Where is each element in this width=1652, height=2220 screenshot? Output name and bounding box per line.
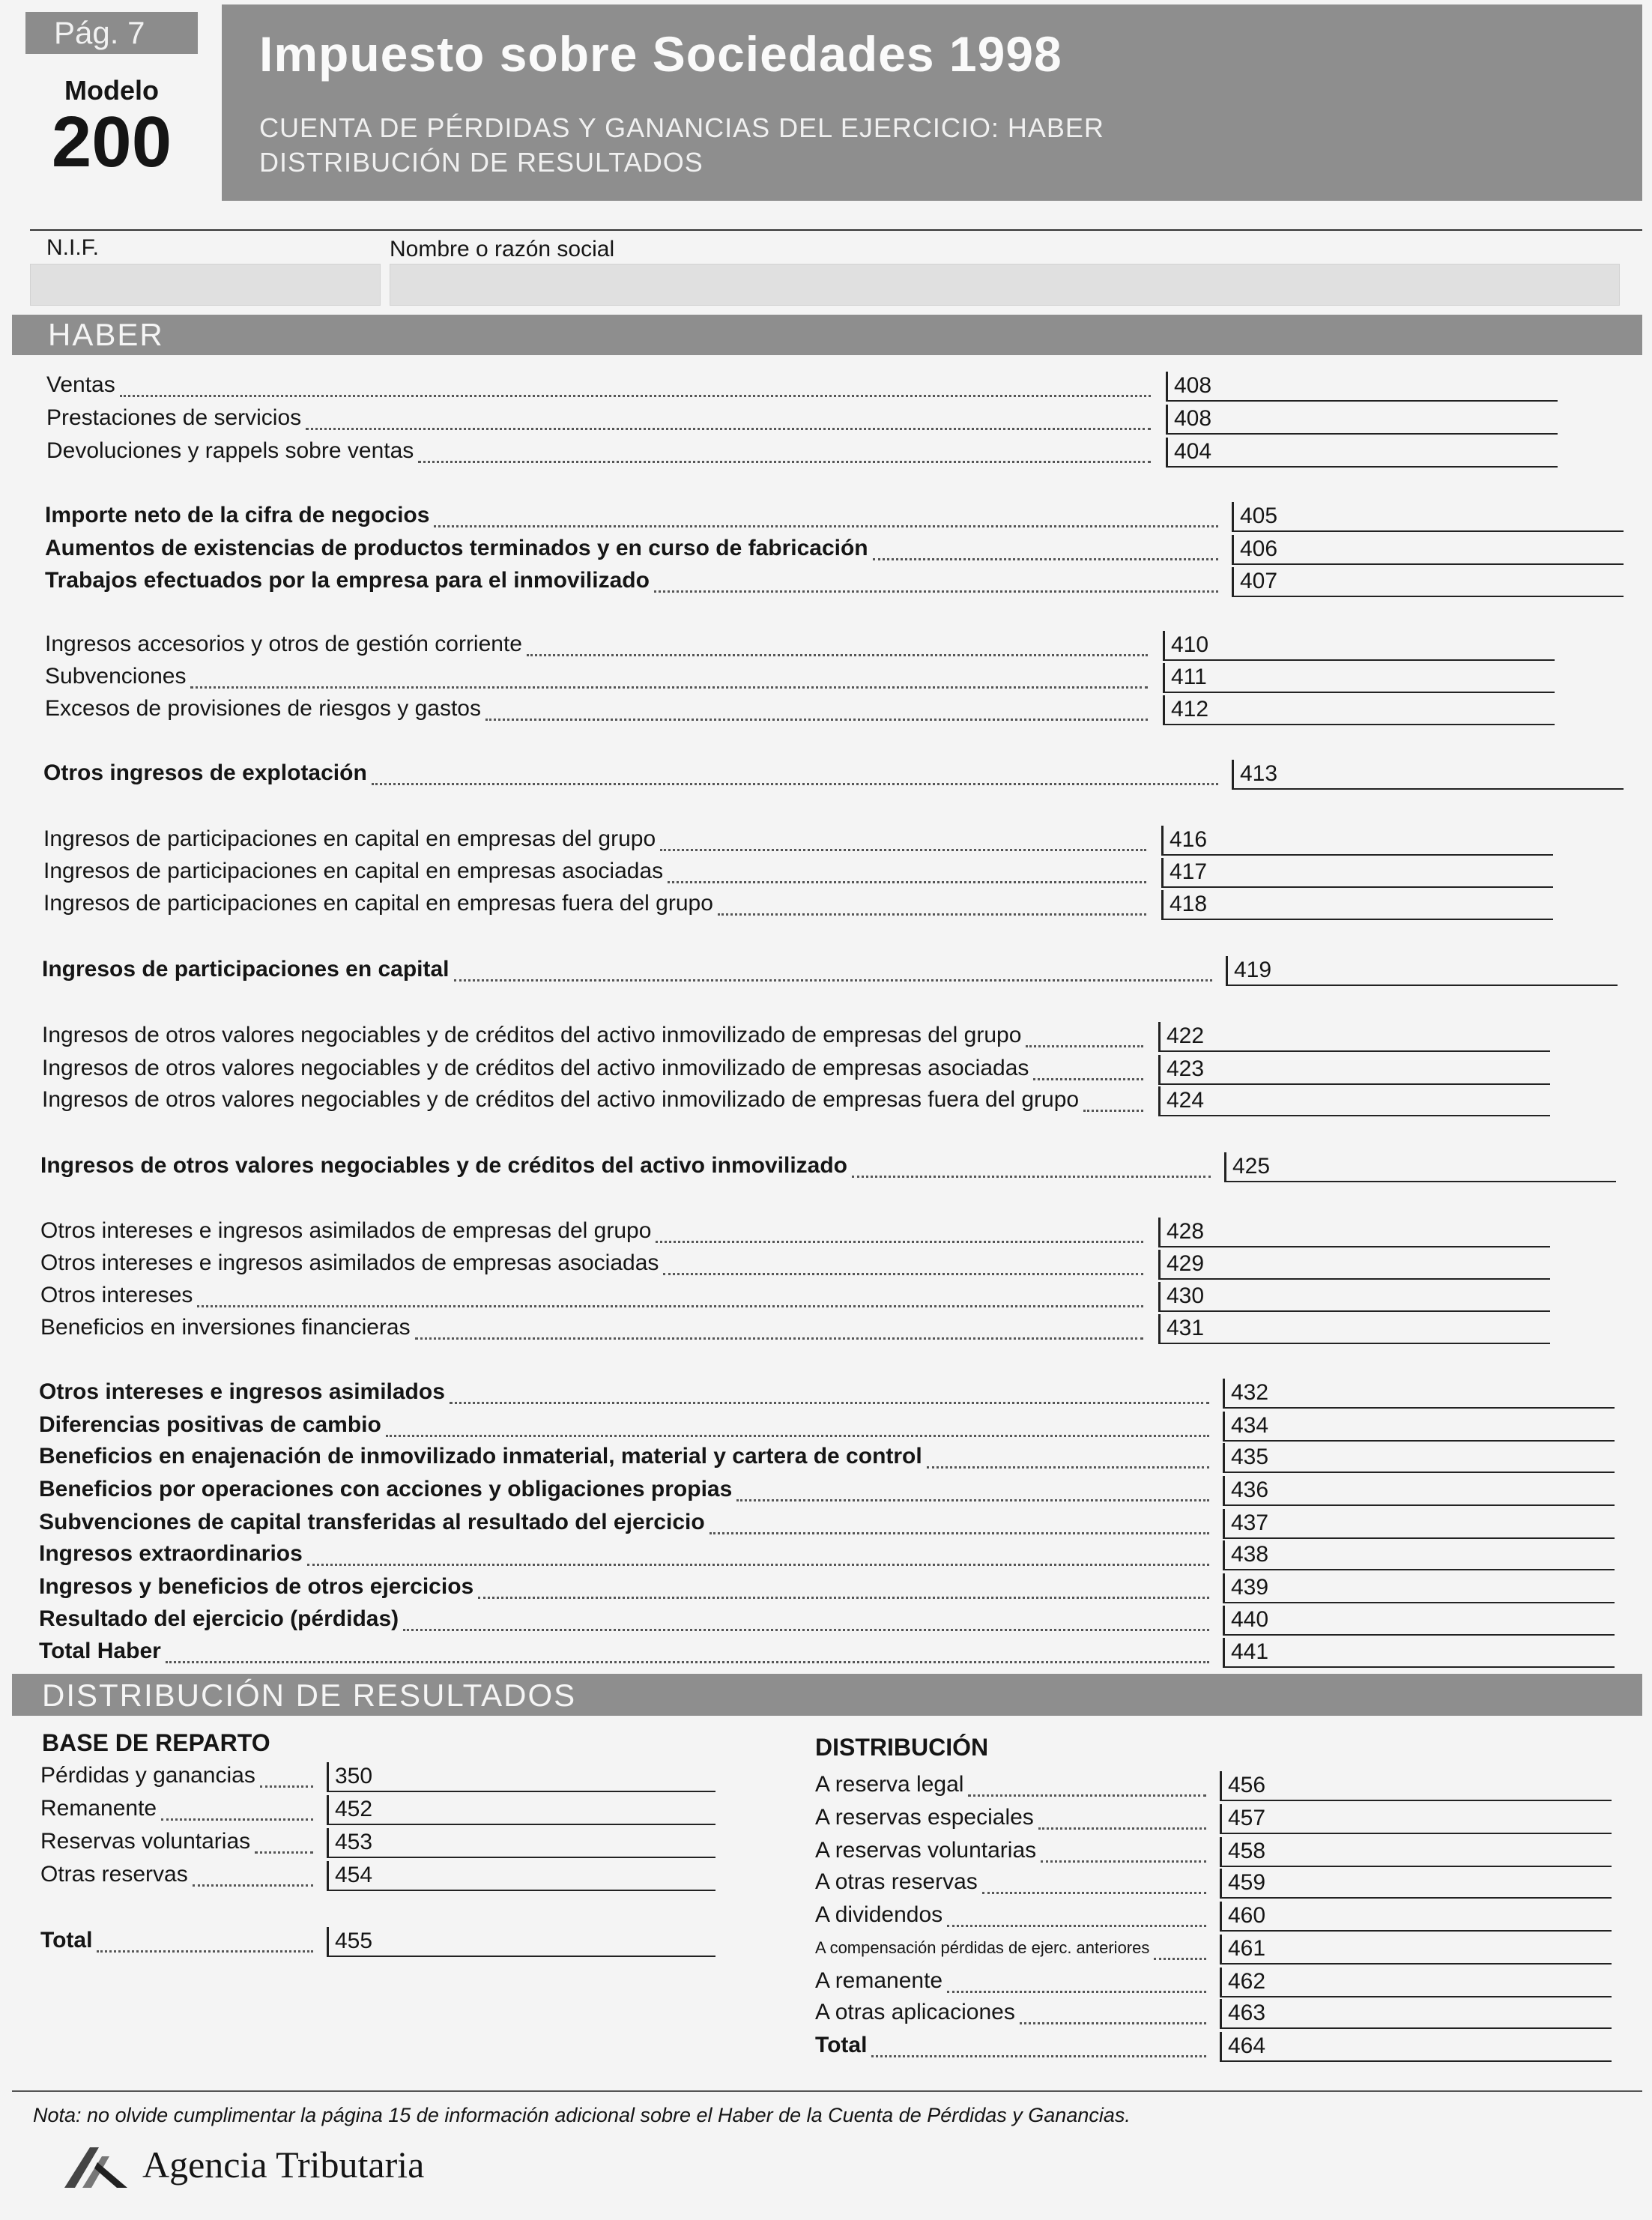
base-row-label: Total [40,1928,93,1953]
haber-row-code: 431 [1167,1316,1205,1340]
haber-row-code: 435 [1231,1445,1269,1469]
haber-row-label: Ingresos de otros valores negociables y de créditos del activo inmovilizado de empresas asociadas [42,1056,1029,1080]
haber-row-code: 404 [1174,439,1212,464]
haber-row-label: Total Haber [39,1639,161,1663]
base-row-amount-field[interactable] [327,1927,715,1957]
haber-row-leader-dots [660,847,1146,851]
dist-row-leader-dots [1041,1858,1206,1863]
haber-row-code: 440 [1231,1607,1269,1632]
haber-row-code: 419 [1234,958,1272,982]
base-row-amount-field[interactable] [327,1795,715,1825]
haber-row-leader-dots [873,556,1218,560]
haber-row-label: Otros intereses e ingresos asimilados de empresas del grupo [40,1218,652,1243]
haber-row-leader-dots [120,393,1151,397]
dist-row-amount-field[interactable] [1220,1935,1612,1965]
base-row-leader-dots [161,1816,313,1821]
haber-row-label: Ingresos de participaciones en capital [42,957,450,982]
haber-row-label: Ingresos de participaciones en capital en empresas del grupo [43,826,656,851]
haber-row-amount-field[interactable] [1158,1055,1550,1085]
form-title: Impuesto sobre Sociedades 1998 [259,26,1062,82]
haber-row-code: 429 [1167,1251,1205,1276]
haber-row-label: Subvenciones [45,664,187,689]
dist-row-amount-field[interactable] [1220,1902,1612,1932]
dist-row-code: 456 [1228,1773,1266,1797]
haber-row-label: Otros intereses e ingresos asimilados de empresas asociadas [40,1250,659,1275]
haber-row-code: 425 [1232,1154,1271,1179]
base-row-label: Reservas voluntarias [40,1829,251,1854]
agency-emblem-icon [60,2140,132,2192]
haber-row-leader-dots [454,977,1212,982]
base-row-leader-dots [260,1783,313,1788]
haber-row-amount-field[interactable] [1223,1476,1615,1506]
haber-row-amount-field[interactable] [1223,1573,1615,1603]
haber-row-leader-dots [736,1497,1209,1501]
dist-row-leader-dots [1020,2020,1206,2024]
haber-row-leader-dots [1083,1107,1143,1112]
footer-divider [12,2090,1642,2092]
haber-row-amount-field[interactable] [1158,1218,1550,1247]
base-row-leader-dots [97,1948,313,1953]
dist-row-code: 460 [1228,1903,1266,1928]
haber-row-amount-field[interactable] [1223,1379,1615,1409]
haber-row-code: 413 [1240,761,1278,786]
haber-row-label: Beneficios por operaciones con acciones y obligaciones propias [39,1477,733,1501]
dist-row-label: A reservas voluntarias [815,1838,1037,1863]
haber-row-leader-dots [709,1530,1209,1534]
base-row-code: 452 [335,1797,373,1821]
page-number: Pág. 7 [25,12,198,54]
haber-row-leader-dots [434,523,1218,527]
haber-row-code: 412 [1171,697,1209,722]
identification-divider [30,229,1642,231]
dist-row-label: A reservas especiales [815,1805,1034,1830]
haber-row-label: Otros intereses [40,1283,193,1307]
base-row-label: Otras reservas [40,1862,188,1887]
haber-row-leader-dots [372,781,1218,785]
haber-row-leader-dots [403,1627,1209,1631]
base-row-amount-field[interactable] [327,1861,715,1891]
form-subtitle-2: DISTRIBUCIÓN DE RESULTADOS [259,147,704,178]
haber-row-amount-field[interactable] [1224,1152,1616,1182]
haber-row-label: Aumentos de existencias de productos terminados y en curso de fabricación [45,536,868,560]
haber-row-label: Beneficios en inversiones financieras [40,1315,411,1340]
haber-row-label: Resultado del ejercicio (pérdidas) [39,1606,399,1631]
haber-row-code: 434 [1231,1413,1269,1438]
haber-row-leader-dots [307,1561,1209,1566]
haber-row-code: 441 [1231,1639,1269,1664]
dist-row-label: A otras reservas [815,1869,978,1894]
haber-row-amount-field[interactable] [1158,1314,1550,1344]
haber-row-code: 407 [1240,569,1278,593]
dist-row-leader-dots [1154,1956,1206,1960]
haber-row-amount-field[interactable] [1158,1086,1550,1116]
base-row-code: 454 [335,1863,373,1887]
haber-row-amount-field[interactable] [1223,1638,1615,1668]
haber-section-band [12,315,1642,355]
dist-row-leader-dots [947,1923,1206,1927]
haber-row-amount-field[interactable] [1232,502,1624,532]
haber-row-code: 411 [1171,665,1207,689]
modelo-label: Modelo [64,75,159,106]
haber-row-code: 405 [1240,503,1278,528]
nif-field[interactable] [30,264,381,306]
haber-row-amount-field[interactable] [1232,535,1624,565]
haber-row-label: Ingresos y beneficios de otros ejercicios [39,1574,474,1599]
haber-row-leader-dots [166,1659,1209,1663]
haber-row-amount-field[interactable] [1163,663,1555,693]
dist-row-amount-field[interactable] [1220,1804,1612,1834]
dist-row-label: A remanente [815,1968,943,1993]
haber-row-label: Ventas [46,372,115,397]
dist-row-leader-dots [1038,1825,1206,1830]
dist-row-leader-dots [871,2053,1206,2057]
haber-row-leader-dots [527,652,1148,656]
haber-row-label: Subvenciones de capital transferidas al resultado del ejercicio [39,1510,705,1534]
haber-row-label: Importe neto de la cifra de negocios [45,503,430,527]
base-row-leader-dots [193,1882,313,1887]
dist-row-code: 458 [1228,1839,1266,1863]
haber-row-leader-dots [485,716,1148,721]
nif-label: N.I.F. [46,235,100,260]
haber-row-leader-dots [852,1173,1211,1178]
base-row-amount-field[interactable] [327,1762,715,1792]
dist-row-code: 464 [1228,2033,1266,2058]
haber-row-amount-field[interactable] [1223,1412,1615,1442]
haber-row-amount-field[interactable] [1158,1282,1550,1312]
base-row-amount-field[interactable] [327,1828,715,1858]
name-field[interactable] [390,264,1620,306]
haber-row-code: 430 [1167,1283,1205,1308]
haber-row-leader-dots [1033,1076,1143,1080]
haber-row-label: Ingresos de otros valores negociables y de créditos del activo inmovilizado de empresas fuera del grupo [42,1087,1080,1112]
modelo-number: 200 [51,102,172,182]
haber-row-leader-dots [306,426,1151,430]
haber-row-amount-field[interactable] [1161,826,1553,856]
haber-row-amount-field[interactable] [1163,695,1555,725]
dist-row-amount-field[interactable] [1220,1869,1612,1899]
haber-row-code: 432 [1231,1380,1269,1405]
dist-row-leader-dots [968,1792,1206,1797]
agency-name: Agencia Tributaria [142,2144,425,2186]
agency-logo [60,2140,425,2196]
base-row-leader-dots [255,1849,313,1854]
haber-row-amount-field[interactable] [1163,631,1555,661]
haber-row-leader-dots [418,459,1151,463]
haber-row-label: Beneficios en enajenación de inmovilizado inmaterial, material y cartera de control [39,1444,922,1469]
haber-row-amount-field[interactable] [1166,438,1558,468]
haber-row-amount-field[interactable] [1166,405,1558,435]
haber-row-code: 408 [1174,406,1212,431]
haber-row-label: Ingresos de participaciones en capital en empresas fuera del grupo [43,891,713,916]
haber-row-leader-dots [1026,1043,1143,1047]
dist-row-amount-field[interactable] [1220,1968,1612,1997]
base-row-code: 350 [335,1764,373,1788]
base-reparto-title: BASE DE REPARTO [42,1729,270,1756]
dist-row-label: Total [815,2033,868,2057]
dist-row-amount-field[interactable] [1220,1837,1612,1867]
haber-row-code: 438 [1231,1542,1269,1567]
dist-row-amount-field[interactable] [1220,1999,1612,2029]
haber-row-amount-field[interactable] [1161,890,1553,920]
haber-row-code: 416 [1170,827,1208,852]
dist-row-label: A reserva legal [815,1772,964,1797]
base-row-code: 453 [335,1830,373,1854]
haber-row-amount-field[interactable] [1226,956,1618,986]
base-row-code: 455 [335,1929,373,1953]
dist-row-amount-field[interactable] [1220,2032,1612,2062]
haber-row-leader-dots [450,1400,1209,1404]
haber-row-leader-dots [663,1271,1143,1275]
haber-row-label: Otros ingresos de explotación [43,760,367,785]
haber-row-label: Otros intereses e ingresos asimilados [39,1379,445,1404]
haber-row-leader-dots [656,1238,1143,1243]
haber-row-leader-dots [718,911,1146,916]
haber-row-leader-dots [415,1335,1143,1340]
haber-row-label: Trabajos efectuados por la empresa para el inmovilizado [45,568,650,593]
dist-row-leader-dots [947,1988,1206,1993]
haber-row-amount-field[interactable] [1158,1022,1550,1052]
base-row-label: Pérdidas y ganancias [40,1763,255,1788]
dist-row-code: 457 [1228,1806,1266,1830]
haber-row-amount-field[interactable] [1223,1509,1615,1539]
haber-row-leader-dots [927,1464,1209,1469]
dist-row-code: 462 [1228,1969,1266,1994]
distribucion-title: DISTRIBUCIÓN [815,1734,989,1761]
haber-row-leader-dots [197,1303,1143,1307]
haber-row-amount-field[interactable] [1161,858,1553,888]
haber-row-code: 422 [1167,1023,1205,1048]
haber-row-code: 408 [1174,373,1212,398]
haber-row-label: Ingresos de otros valores negociables y de créditos del activo inmovilizado de empresas del grupo [42,1023,1022,1047]
haber-row-amount-field[interactable] [1166,372,1558,402]
haber-row-leader-dots [190,684,1148,689]
haber-row-label: Devoluciones y rappels sobre ventas [46,438,414,463]
haber-row-code: 428 [1167,1219,1205,1244]
haber-row-leader-dots [668,879,1146,883]
haber-row-label: Ingresos de otros valores negociables y de créditos del activo inmovilizado [40,1153,847,1178]
haber-row-code: 423 [1167,1056,1205,1081]
base-row-label: Remanente [40,1796,157,1821]
dist-row-label: A compensación pérdidas de ejerc. anteriores [815,1938,1150,1957]
dist-row-label: A dividendos [815,1902,943,1927]
haber-row-code: 417 [1170,859,1208,884]
dist-row-amount-field[interactable] [1220,1771,1612,1801]
footer-note: Nota: no olvide cumplimentar la página 15 de información adicional sobre el Haber de la Cuenta de Pérdidas y Ganancias. [33,2104,1131,2126]
haber-row-amount-field[interactable] [1232,760,1624,790]
haber-row-code: 406 [1240,536,1278,561]
haber-row-code: 424 [1167,1088,1205,1113]
haber-row-label: Diferencias positivas de cambio [39,1412,381,1437]
haber-section-title: HABER [48,317,164,352]
haber-row-code: 410 [1171,632,1209,657]
haber-row-amount-field[interactable] [1223,1606,1615,1636]
haber-row-amount-field[interactable] [1232,567,1624,597]
distribucion-section-title: DISTRIBUCIÓN DE RESULTADOS [42,1678,577,1713]
haber-row-leader-dots [386,1433,1209,1437]
haber-row-amount-field[interactable] [1223,1540,1615,1570]
haber-row-amount-field[interactable] [1158,1250,1550,1280]
haber-row-leader-dots [654,588,1218,593]
haber-row-code: 437 [1231,1510,1269,1535]
haber-row-label: Ingresos extraordinarios [39,1541,303,1566]
haber-row-label: Prestaciones de servicios [46,405,302,430]
dist-row-code: 463 [1228,2000,1266,2025]
dist-row-label: A otras aplicaciones [815,2000,1015,2024]
haber-row-amount-field[interactable] [1223,1443,1615,1473]
haber-row-code: 436 [1231,1478,1269,1502]
form-subtitle-1: CUENTA DE PÉRDIDAS Y GANANCIAS DEL EJERCICIO: HABER [259,112,1104,143]
haber-row-leader-dots [478,1594,1209,1599]
haber-row-label: Ingresos accesorios y otros de gestión corriente [45,632,522,656]
name-label: Nombre o razón social [390,237,615,261]
dist-row-leader-dots [982,1890,1206,1894]
dist-row-code: 461 [1228,1936,1266,1961]
haber-row-code: 418 [1170,892,1208,916]
haber-row-label: Ingresos de participaciones en capital en empresas asociadas [43,859,664,883]
haber-row-label: Excesos de provisiones de riesgos y gastos [45,696,481,721]
dist-row-code: 459 [1228,1870,1266,1895]
haber-row-code: 439 [1231,1575,1269,1600]
